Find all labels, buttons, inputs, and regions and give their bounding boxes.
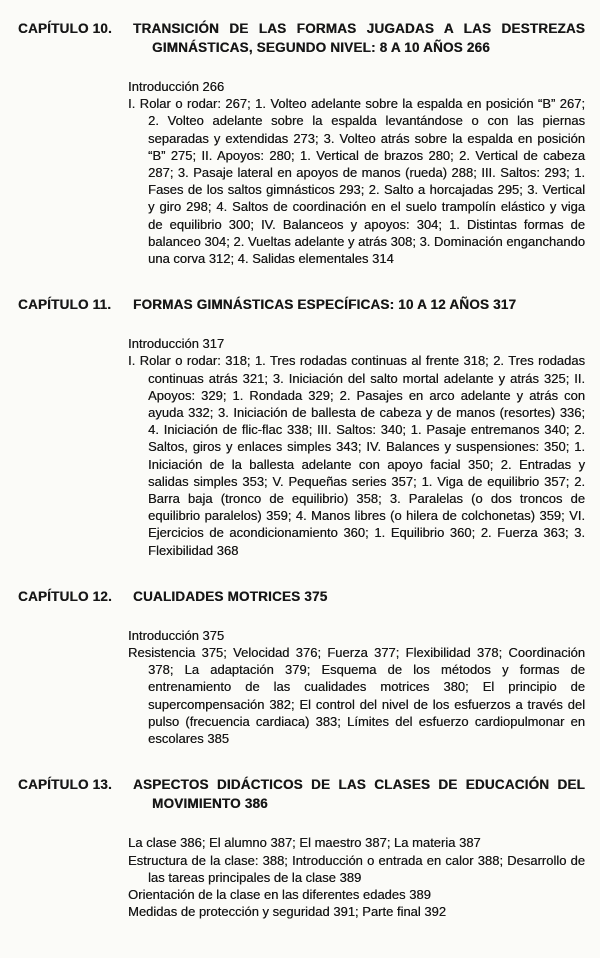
chapter-title: FORMAS GIMNÁSTICAS ESPECÍFICAS: 10 A 12 AÑOS 317 bbox=[133, 297, 517, 313]
chapter-body bbox=[128, 627, 585, 747]
chapter-paragraph: La clase 386; El alumno 387; El maestro 387; La materia 387 bbox=[128, 835, 481, 851]
chapter-paragraph: Estructura de la clase: 388; Introducción o entrada en calor 388; Desarrollo de las tareas principales de la clase 389 bbox=[128, 852, 585, 885]
chapter-heading bbox=[18, 775, 585, 813]
chapter-paragraph: Orientación de la clase en las diferentes edades 389 bbox=[128, 886, 431, 902]
chapter-paragraph: Medidas de protección y seguridad 391; Parte final 392 bbox=[128, 904, 446, 920]
chapter-label: CAPÍTULO 10. bbox=[18, 21, 112, 36]
chapter-label: CAPÍTULO 11. bbox=[18, 297, 112, 313]
chapter-heading bbox=[18, 587, 585, 606]
chapter-body bbox=[128, 335, 585, 559]
chapter-label: CAPÍTULO 12. bbox=[18, 588, 112, 604]
chapter-title: TRANSICIÓN DE LAS FORMAS JUGADAS A LAS DESTREZAS GIMNÁSTICAS, SEGUNDO NIVEL: 8 A 10 AÑOS 266 bbox=[133, 21, 585, 55]
chapter-entry-12 bbox=[18, 587, 585, 747]
chapter-title: CUALIDADES MOTRICES 375 bbox=[133, 588, 328, 604]
chapter-heading bbox=[18, 295, 585, 314]
chapter-entry-10 bbox=[18, 19, 585, 267]
chapter-heading bbox=[18, 19, 585, 57]
chapter-intro: Introducción 375 bbox=[128, 627, 225, 643]
chapter-entry-11 bbox=[18, 295, 585, 559]
chapter-entry-13 bbox=[18, 775, 585, 920]
chapter-title: ASPECTOS DIDÁCTICOS DE LAS CLASES DE EDUCACIÓN DEL MOVIMIENTO 386 bbox=[133, 777, 585, 812]
chapter-paragraph: I. Rolar o rodar: 267; 1. Volteo adelante sobre la espalda en posición “B” 267; 2. Volteo adelante sobre la espalda levantándose o con las piernas separadas y extendidas 273; 3. Volteo atrás sobre la espalda en posición “B” 275; II. Apoyos: 280; 1. Vertical de brazos 280; 2. Vertical de cabeza 287; 3. Pasaje lateral en apoyos de manos (rueda) 288; III. Saltos: 293; 1. Fases de los saltos gimnásticos 293; 2. Salto a horcajadas 295; 3. Vertical y giro 298; 4. Saltos de coordinación en el suelo trampolín elástico y viga de equilibrio 300; IV. Balanceos y apoyos: 304; 1. Distintas formas de balanceo 304; 2. Vueltas adelante y atrás 308; 3. Dominación enganchando una corva 312; 4. Salidas elementales 314 bbox=[128, 96, 585, 267]
chapter-paragraph: Resistencia 375; Velocidad 376; Fuerza 377; Flexibilidad 378; Coordinación 378; La adaptación 379; Esquema de los métodos y formas de entrenamiento de las cualidades motrices 380; El principio de supercompensación 382; El control del nivel de los esfuerzos a través del pulso (frecuencia cardiaca) 383; Límites del esfuerzo cardiopulmonar en escolares 385 bbox=[128, 645, 585, 747]
chapter-label: CAPÍTULO 13. bbox=[18, 777, 112, 793]
chapter-paragraph: I. Rolar o rodar: 318; 1. Tres rodadas continuas al frente 318; 2. Tres rodadas continuas atrás 321; 3. Iniciación del salto mortal adelante y atrás 325; II. Apoyos: 329; 1. Rondada 329; 2. Pasajes en arco adelante y atrás con ayuda 332; 3. Iniciación de ballesta de cabeza y de manos (resortes) 336; 4. Iniciación de flic-flac 338; III. Saltos: 340; 1. Pasaje entremanos 340; 2. Saltos, giros y enlaces simples 343; IV. Balances y suspensiones: 350; 1. Iniciación de la ballesta adelante con apoyo facial 350; 2. Entradas y salidas simples 353; V. Pequeñas series 357; 1. Viga de equilibrio 357; 2. Barra baja (tronco de equilibrio) 358; 3. Paralelas (o dos troncos de equilibrio paralelos) 359; 4. Manos libres (o hilera de colchonetas) 359; VI. Ejercicios de acondicionamiento 360; 1. Equilibrio 360; 2. Fuerza 363; 3. Flexibilidad 368 bbox=[128, 353, 585, 558]
chapter-intro: Introducción 317 bbox=[128, 336, 225, 352]
chapter-body bbox=[128, 78, 585, 267]
chapter-intro: Introducción 266 bbox=[128, 79, 225, 94]
chapter-body bbox=[128, 834, 585, 920]
